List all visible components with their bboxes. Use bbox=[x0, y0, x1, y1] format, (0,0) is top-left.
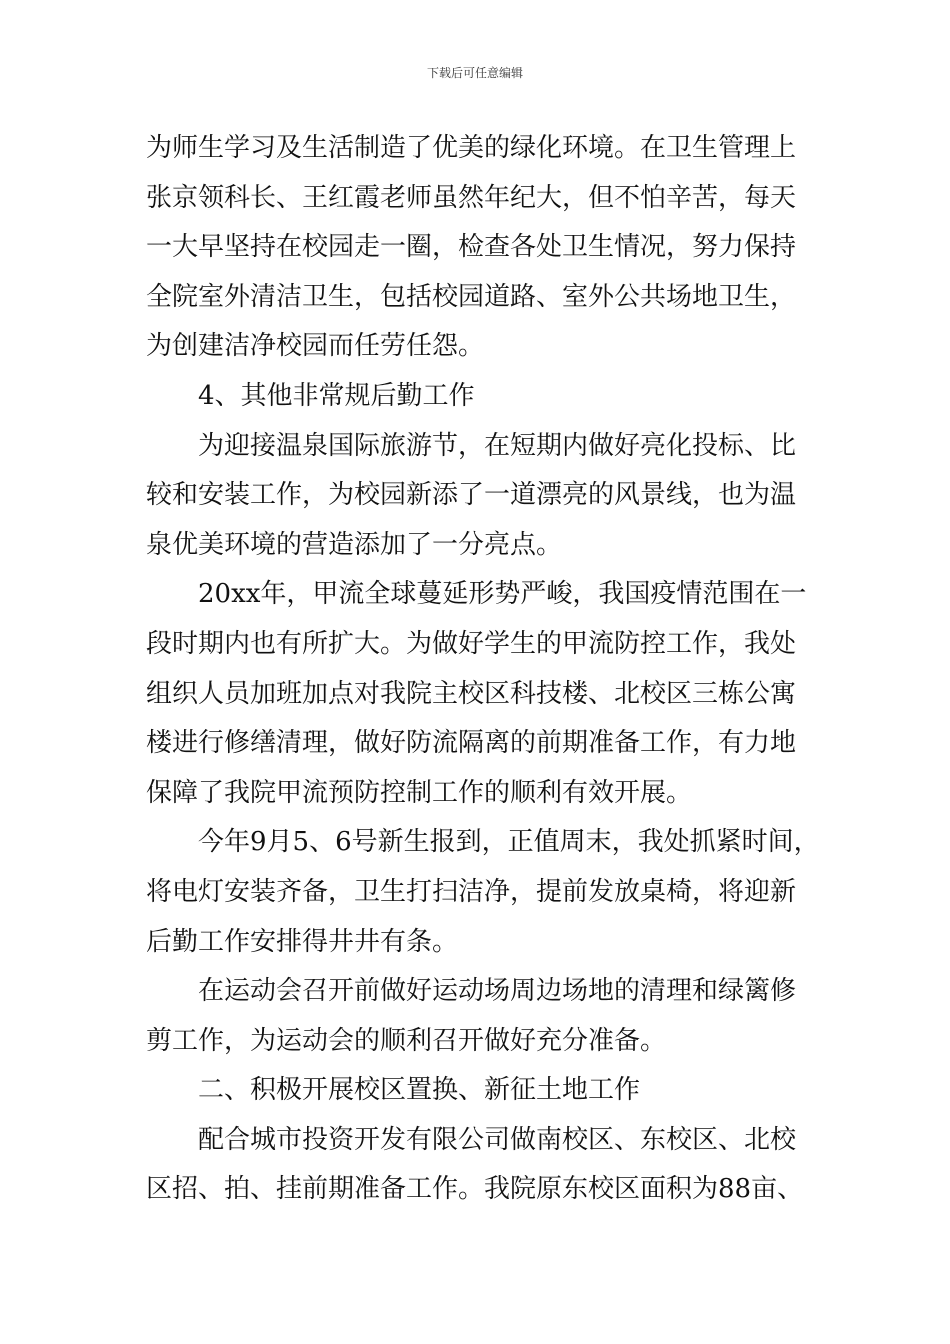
text-line: 20xx年，甲流全球蔓延形势严峻，我国疫情范围在一 bbox=[146, 579, 807, 610]
text-line: 剪工作，为运动会的顺利召开做好充分准备。 bbox=[146, 1025, 667, 1056]
text-line: 为创建洁净校园而任劳任怨。 bbox=[146, 331, 485, 362]
page-header: 下载后可任意编辑 bbox=[426, 66, 523, 80]
text-line: 今年9月5、6号新生报到，正值周末，我处抓紧时间， bbox=[146, 827, 820, 858]
text-line: 段时期内也有所扩大。为做好学生的甲流防控工作，我处 bbox=[146, 628, 797, 659]
text-line: 为迎接温泉国际旅游节，在短期内做好亮化投标、比 bbox=[146, 430, 797, 461]
text-line: 楼进行修缮清理，做好防流隔离的前期准备工作，有力地 bbox=[146, 728, 797, 759]
text-line: 较和安装工作，为校园新添了一道漂亮的风景线，也为温 bbox=[146, 480, 797, 511]
text-line: 为师生学习及生活制造了优美的绿化环境。在卫生管理上 bbox=[146, 133, 797, 163]
section-heading: 二、积极开展校区置换、新征土地工作 bbox=[146, 1075, 641, 1106]
text-line: 将电灯安装齐备，卫生打扫洁净，提前发放桌椅，将迎新 bbox=[146, 876, 797, 907]
text-line: 后勤工作安排得井井有条。 bbox=[146, 926, 459, 957]
text-line: 配合城市投资开发有限公司做南校区、东校区、北校 bbox=[146, 1124, 797, 1155]
text-line: 泉优美环境的营造添加了一分亮点。 bbox=[146, 529, 563, 560]
text-line: 组织人员加班加点对我院主校区科技楼、北校区三栋公寓 bbox=[146, 678, 797, 709]
section-heading: 4、其他非常规后勤工作 bbox=[146, 380, 475, 411]
text-line: 区招、拍、挂前期准备工作。我院原东校区面积为88亩、 bbox=[146, 1174, 804, 1205]
document-body bbox=[146, 124, 820, 1215]
text-line: 一大早坚持在校园走一圈，检查各处卫生情况，努力保持 bbox=[146, 232, 797, 263]
text-line: 全院室外清洁卫生，包括校园道路、室外公共场地卫生， bbox=[146, 281, 797, 312]
text-line: 在运动会召开前做好运动场周边场地的清理和绿篱修 bbox=[146, 976, 797, 1007]
text-line: 张京领科长、王红霞老师虽然年纪大，但不怕辛苦，每天 bbox=[146, 182, 797, 213]
text-line: 保障了我院甲流预防控制工作的顺利有效开展。 bbox=[146, 777, 693, 808]
